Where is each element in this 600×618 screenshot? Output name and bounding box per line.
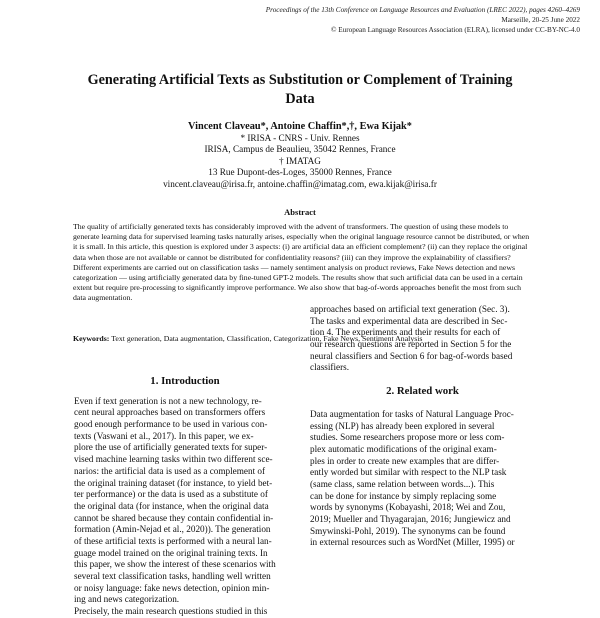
- affiliation-line: * IRISA - CNRS - Univ. Rennes: [240, 133, 360, 143]
- related-line: (same class, same relation between words...). This: [310, 478, 495, 489]
- intro-continued-line: classifiers.: [310, 362, 350, 373]
- affiliation-line: IRISA, Campus de Beaulieu, 35042 Rennes, France: [204, 144, 396, 155]
- related-line: ently worded but similar with respect to the NLP task: [310, 467, 507, 478]
- related-line: Data augmentation for tasks of Natural Language Proc-: [310, 408, 514, 419]
- related-line: in external resources such as WordNet (Miller, 1995) or: [310, 537, 515, 548]
- right-column: [310, 304, 535, 549]
- author-emails: vincent.claveau@irisa.fr, antoine.chaffin@imatag.com, ewa.kijak@irisa.fr: [163, 178, 437, 189]
- paper-title: [60, 71, 540, 108]
- intro-line: ter performance) or the data is used as a substitute of: [74, 489, 268, 500]
- intro-line: or noisy language: fake news detection, opinion min-: [74, 582, 270, 593]
- related-line: plex automatic modifications of the original exam-: [310, 443, 497, 454]
- related-line: can be done for instance by simply replacing some: [310, 490, 497, 501]
- license-line: © European Language Resources Association (ELRA), licensed under CC-BY-NC-4.0: [331, 26, 580, 34]
- related-line: essing (NLP) has already been explored in several: [310, 420, 495, 431]
- affiliation-line: † IMATAG: [279, 155, 321, 166]
- intro-line: of these artificial texts is performed with a neural lan-: [74, 535, 272, 546]
- intro-continued-line: The tasks and experimental data are described in Sec-: [310, 315, 508, 326]
- intro-continued-line: neural classifiers and Section 6 for bag-of-words based: [310, 350, 513, 361]
- related-line: Smywinski-Pohl, 2019). The synonyms can be found: [310, 525, 506, 536]
- intro-line: cannot be shared because they contain confidential in-: [74, 512, 274, 523]
- intro-line: texts (Vaswani et al., 2017). In this paper, we ex-: [74, 430, 254, 441]
- author-block: [60, 120, 540, 190]
- related-line: 2019; Mueller and Thyagarajan, 2016; Jungiewicz and: [310, 514, 511, 525]
- author-names: Vincent Claveau*, Antoine Chaffin*,†, Ewa Kijak*: [188, 121, 412, 132]
- intro-line: the original training dataset (for instance, to yield bet-: [74, 477, 273, 488]
- keywords-text: Text generation, Data augmentation, Classification, Categorization, Fake News, Sentiment Analysis: [111, 334, 423, 343]
- intro-line: cent neural approaches based on transformers offers: [74, 407, 266, 418]
- title-line-2: Data: [285, 90, 315, 107]
- intro-line: this paper, we show the interest of these scenarios with: [74, 559, 276, 570]
- intro-line: Even if text generation is not a new technology, re-: [74, 395, 262, 406]
- left-column: [74, 376, 296, 618]
- related-line: words by synonyms (Kobayashi, 2018; Wei and Zou,: [310, 502, 506, 513]
- intro-line: good enough performance to be used in various con-: [74, 419, 268, 430]
- related-work-heading: 2. Related work: [386, 385, 459, 398]
- intro-line: formation (Amin-Nejad et al., 2020)). The generation: [74, 524, 271, 535]
- intro-line: the original data (for instance, when the original data: [74, 500, 269, 511]
- intro-continued-line: our research questions are reported in Section 5 for the: [310, 339, 512, 350]
- intro-line: plore the use of artificially generated texts for super-: [74, 442, 268, 453]
- affiliation-line: 13 Rue Dupont-des-Loges, 35000 Rennes, France: [208, 167, 392, 178]
- intro-continued-line: approaches based on artificial text generation (Sec. 3).: [310, 304, 510, 314]
- related-line: ples in order to create new examples that are differ-: [310, 455, 500, 466]
- introduction-heading: 1. Introduction: [150, 375, 220, 387]
- intro-line: narios: the artificial data is used as a complement of: [74, 465, 266, 476]
- intro-line: vised machine learning tasks within two different sce-: [74, 454, 273, 465]
- location-line: Marseille, 20-25 June 2022: [501, 16, 580, 24]
- keywords-label: Keywords:: [73, 334, 110, 343]
- abstract-heading: Abstract: [284, 207, 316, 217]
- proceedings-header: [266, 5, 580, 35]
- intro-line: Precisely, the main research questions studied in this: [74, 606, 268, 617]
- related-line: studies. Some researchers propose more or less com-: [310, 432, 505, 443]
- intro-line: several text classification tasks, handling well written: [74, 571, 271, 582]
- title-line-1: Generating Artificial Texts as Substitution or Complement of Training: [87, 72, 513, 88]
- intro-line: ing and news categorization.: [74, 594, 180, 605]
- intro-line: guage model trained on the original training texts. In: [74, 547, 268, 558]
- proceedings-line: Proceedings of the 13th Conference on Language Resources and Evaluation (LREC 2022), pages 4260–4269: [265, 6, 580, 14]
- intro-continued-line: tion 4. The experiments and their results for each of: [310, 327, 501, 338]
- abstract-text: The quality of artificially generated texts has considerably improved with the advent of transformers. The question of using these models to generate learning data for supervised learning tasks naturally arises, especially when the original language resource cannot be distributed, or when it is small. In this article, this question is explored under 3 aspects: (i) are artificial data an efficient complement? (ii) can they replace the original data when those are not available or cannot be distributed for confidentiality reasons? (iii) can they improve the explainability of classifiers? Different experiments are carried out on classification tasks — namely sentiment analysis on product reviews, Fake News detection and news categorization — using artificially generated data by fine-tuned GPT-2 models. The results show that such artificial data can be used in a certain extent but require pre-processing to significantly improve performance. We also show that bag-of-words approaches benefit the most from such data augmentation.: [73, 222, 530, 303]
